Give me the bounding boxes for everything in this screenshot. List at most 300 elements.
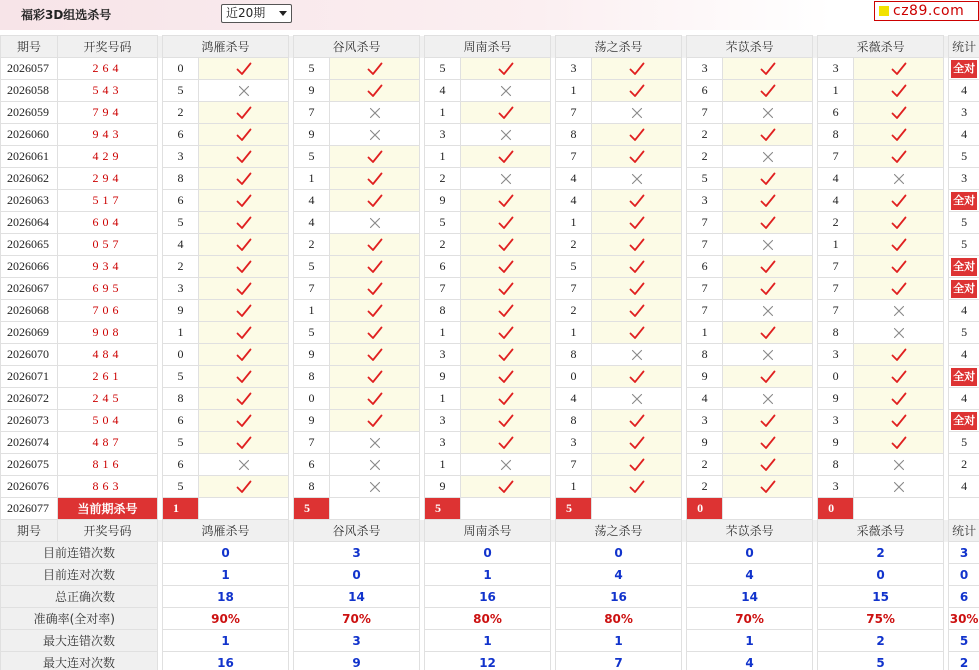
period-cell: 2026062 [1, 168, 58, 190]
period-cell: 2026058 [1, 80, 58, 102]
result-cell [330, 80, 420, 102]
kill-number-cell: 8 [556, 124, 592, 146]
check-mark-icon [723, 194, 812, 208]
result-cell [592, 146, 682, 168]
summary-value: 18 [163, 586, 289, 608]
result-cell [854, 322, 944, 344]
kill-number-cell: 6 [163, 454, 199, 476]
cross-mark-icon [330, 107, 419, 119]
result-cell [723, 102, 813, 124]
period-cell: 2026075 [1, 454, 58, 476]
check-mark-icon [723, 480, 812, 494]
col-header-expert: 采薇杀号 [818, 520, 944, 542]
draw-number-cell: 245 [58, 388, 158, 410]
result-cell [854, 124, 944, 146]
period-cell: 2026069 [1, 322, 58, 344]
check-mark-icon [199, 62, 288, 76]
kill-number-cell: 1 [818, 80, 854, 102]
cross-mark-icon [854, 305, 943, 317]
result-cell [854, 146, 944, 168]
result-cell [461, 366, 551, 388]
kill-number-cell: 7 [556, 102, 592, 124]
cross-mark-icon [461, 173, 550, 185]
result-cell [330, 58, 420, 80]
table-row [1, 58, 979, 80]
check-mark-icon [330, 84, 419, 98]
draw-number-cell: 517 [58, 190, 158, 212]
summary-label: 目前连错次数 [1, 542, 158, 564]
summary-value: 14 [687, 586, 813, 608]
cross-mark-icon [330, 217, 419, 229]
kill-number-cell: 9 [818, 388, 854, 410]
all-correct-badge: 全对 [951, 412, 977, 430]
check-mark-icon [592, 458, 681, 472]
check-mark-icon [854, 392, 943, 406]
result-cell [461, 454, 551, 476]
check-mark-icon [592, 414, 681, 428]
check-mark-icon [854, 238, 943, 252]
kill-number-cell: 2 [425, 234, 461, 256]
check-mark-icon [461, 480, 550, 494]
stat-cell: 5 [949, 146, 979, 168]
result-cell [461, 278, 551, 300]
kill-number-cell: 3 [818, 344, 854, 366]
cross-mark-icon [723, 239, 812, 251]
kill-number-cell: 4 [556, 190, 592, 212]
kill-number-cell: 8 [818, 322, 854, 344]
kill-number-cell: 4 [294, 212, 330, 234]
cross-mark-icon [199, 85, 288, 97]
kill-number-cell: 3 [818, 58, 854, 80]
result-cell [592, 432, 682, 454]
stat-cell: 3 [949, 168, 979, 190]
result-cell [592, 388, 682, 410]
result-cell [854, 454, 944, 476]
current-kill-number: 5 [556, 498, 592, 520]
result-cell [723, 300, 813, 322]
summary-label: 总正确次数 [1, 586, 158, 608]
result-cell [461, 322, 551, 344]
result-cell [592, 366, 682, 388]
result-cell [592, 190, 682, 212]
page-title: 福彩3D组选杀号 [21, 8, 112, 22]
table-row [1, 234, 979, 256]
cross-mark-icon [330, 129, 419, 141]
current-kill-label: 当前期杀号 [58, 498, 158, 520]
result-cell [854, 432, 944, 454]
result-cell [854, 344, 944, 366]
result-cell [723, 322, 813, 344]
cross-mark-icon [592, 349, 681, 361]
result-cell [854, 410, 944, 432]
col-header-expert: 采薇杀号 [818, 36, 944, 58]
period-cell: 2026076 [1, 476, 58, 498]
result-cell [723, 124, 813, 146]
result-cell [461, 388, 551, 410]
kill-number-cell: 5 [425, 58, 461, 80]
check-mark-icon [854, 216, 943, 230]
check-mark-icon [592, 304, 681, 318]
kill-number-cell: 2 [556, 300, 592, 322]
result-cell [461, 146, 551, 168]
check-mark-icon [592, 326, 681, 340]
cross-mark-icon [330, 459, 419, 471]
result-cell [854, 102, 944, 124]
summary-row [1, 542, 979, 564]
stat-cell [949, 256, 979, 278]
result-cell [592, 322, 682, 344]
table-row [1, 410, 979, 432]
col-header-stats: 统计 [949, 520, 979, 542]
check-mark-icon [461, 194, 550, 208]
kill-number-cell: 3 [556, 58, 592, 80]
period-cell: 2026064 [1, 212, 58, 234]
result-cell [199, 410, 289, 432]
check-mark-icon [199, 106, 288, 120]
kill-number-cell: 1 [425, 102, 461, 124]
result-cell [199, 168, 289, 190]
result-cell [592, 476, 682, 498]
kill-number-cell: 4 [294, 190, 330, 212]
kill-number-cell: 7 [818, 300, 854, 322]
all-correct-badge: 全对 [951, 60, 977, 78]
summary-value: 2 [818, 630, 944, 652]
summary-value: 16 [425, 586, 551, 608]
kill-number-cell: 3 [425, 124, 461, 146]
kill-number-cell: 8 [294, 366, 330, 388]
period-cell: 2026066 [1, 256, 58, 278]
period-cell: 2026057 [1, 58, 58, 80]
cross-mark-icon [461, 459, 550, 471]
draw-number-cell: 934 [58, 256, 158, 278]
kill-number-cell: 9 [294, 344, 330, 366]
result-cell [461, 102, 551, 124]
result-cell [592, 234, 682, 256]
result-cell [199, 278, 289, 300]
summary-value: 7 [556, 652, 682, 670]
result-cell [461, 256, 551, 278]
summary-value: 2 [818, 542, 944, 564]
check-mark-icon [461, 238, 550, 252]
cross-mark-icon [723, 349, 812, 361]
kill-number-cell: 1 [556, 476, 592, 498]
result-cell [592, 278, 682, 300]
stat-cell: 4 [949, 344, 979, 366]
draw-number-cell: 816 [58, 454, 158, 476]
result-cell [854, 234, 944, 256]
check-mark-icon [854, 106, 943, 120]
cross-mark-icon [199, 459, 288, 471]
col-header-expert: 周南杀号 [425, 36, 551, 58]
kill-number-cell: 3 [425, 410, 461, 432]
kill-number-cell: 6 [687, 256, 723, 278]
summary-value: 70% [687, 608, 813, 630]
empty-cell [723, 498, 813, 520]
check-mark-icon [330, 392, 419, 406]
kill-number-cell: 1 [687, 322, 723, 344]
all-correct-badge: 全对 [951, 258, 977, 276]
result-cell [330, 212, 420, 234]
summary-value: 80% [556, 608, 682, 630]
result-cell [592, 102, 682, 124]
kill-number-cell: 8 [163, 168, 199, 190]
cross-mark-icon [854, 459, 943, 471]
result-cell [461, 190, 551, 212]
summary-value: 0 [163, 542, 289, 564]
stat-cell [949, 410, 979, 432]
summary-value: 90% [163, 608, 289, 630]
draw-number-cell: 057 [58, 234, 158, 256]
kill-number-cell: 2 [163, 102, 199, 124]
kill-number-cell: 6 [687, 80, 723, 102]
result-cell [854, 366, 944, 388]
col-header-stats: 统计 [949, 36, 979, 58]
kill-number-cell: 8 [425, 300, 461, 322]
kill-number-cell: 2 [163, 256, 199, 278]
table-row [1, 190, 979, 212]
cross-mark-icon [723, 107, 812, 119]
kill-number-cell: 5 [163, 80, 199, 102]
col-header-expert: 鸿雁杀号 [163, 520, 289, 542]
check-mark-icon [199, 194, 288, 208]
table-row [1, 322, 979, 344]
check-mark-icon [199, 304, 288, 318]
kill-number-cell: 7 [687, 278, 723, 300]
check-mark-icon [199, 238, 288, 252]
top-bar [0, 0, 979, 30]
cross-mark-icon [854, 481, 943, 493]
summary-value: 1 [425, 564, 551, 586]
result-cell [461, 168, 551, 190]
period-cell: 2026072 [1, 388, 58, 410]
kill-number-cell: 3 [687, 190, 723, 212]
draw-number-cell: 261 [58, 366, 158, 388]
table-row [1, 124, 979, 146]
result-cell [723, 454, 813, 476]
check-mark-icon [461, 260, 550, 274]
check-mark-icon [199, 348, 288, 362]
summary-value: 9 [294, 652, 420, 670]
check-mark-icon [592, 282, 681, 296]
kill-number-cell: 9 [425, 476, 461, 498]
kill-number-cell: 5 [294, 322, 330, 344]
kill-number-cell: 2 [818, 212, 854, 234]
kill-number-cell: 3 [556, 432, 592, 454]
table-header-row [1, 36, 979, 58]
check-mark-icon [461, 150, 550, 164]
summary-value: 0 [818, 564, 944, 586]
cross-mark-icon [330, 437, 419, 449]
kill-number-cell: 0 [163, 344, 199, 366]
site-logo[interactable] [874, 1, 979, 21]
summary-value: 16 [163, 652, 289, 670]
summary-value: 15 [818, 586, 944, 608]
kill-number-cell: 9 [425, 366, 461, 388]
check-mark-icon [461, 370, 550, 384]
draw-number-cell: 908 [58, 322, 158, 344]
check-mark-icon [723, 172, 812, 186]
result-cell [723, 212, 813, 234]
result-cell [854, 278, 944, 300]
result-cell [854, 80, 944, 102]
result-cell [723, 366, 813, 388]
col-header-expert: 周南杀号 [425, 520, 551, 542]
result-cell [330, 410, 420, 432]
kill-number-cell: 5 [163, 366, 199, 388]
table-row [1, 212, 979, 234]
table-row [1, 476, 979, 498]
kill-number-cell: 5 [425, 212, 461, 234]
check-mark-icon [723, 62, 812, 76]
result-cell [330, 344, 420, 366]
draw-number-cell: 294 [58, 168, 158, 190]
current-kill-number: 0 [687, 498, 723, 520]
check-mark-icon [461, 282, 550, 296]
kill-number-cell: 7 [294, 102, 330, 124]
result-cell [854, 168, 944, 190]
kill-number-cell: 7 [818, 278, 854, 300]
kill-number-cell: 6 [163, 410, 199, 432]
result-cell [592, 212, 682, 234]
kill-number-cell: 9 [687, 432, 723, 454]
result-cell [330, 388, 420, 410]
result-cell [330, 322, 420, 344]
empty-cell [330, 498, 420, 520]
draw-number-cell: 863 [58, 476, 158, 498]
kill-number-cell: 9 [425, 190, 461, 212]
kill-number-cell: 5 [294, 58, 330, 80]
kill-number-cell: 3 [687, 410, 723, 432]
check-mark-icon [330, 260, 419, 274]
check-mark-icon [199, 370, 288, 384]
check-mark-icon [461, 62, 550, 76]
result-cell [330, 168, 420, 190]
kill-number-cell: 4 [687, 388, 723, 410]
check-mark-icon [854, 414, 943, 428]
kill-number-cell: 7 [294, 278, 330, 300]
check-mark-icon [723, 370, 812, 384]
summary-stat-value: 6 [949, 586, 979, 608]
kill-number-cell: 1 [294, 168, 330, 190]
check-mark-icon [723, 436, 812, 450]
kill-number-cell: 5 [294, 146, 330, 168]
result-cell [199, 58, 289, 80]
check-mark-icon [199, 414, 288, 428]
result-cell [461, 234, 551, 256]
result-cell [330, 102, 420, 124]
kill-number-cell: 6 [163, 190, 199, 212]
result-cell [330, 256, 420, 278]
result-cell [723, 410, 813, 432]
cross-mark-icon [723, 393, 812, 405]
result-cell [199, 432, 289, 454]
col-header-draw: 开奖号码 [58, 36, 158, 58]
draw-number-cell: 264 [58, 58, 158, 80]
check-mark-icon [461, 436, 550, 450]
result-cell [199, 322, 289, 344]
summary-value: 4 [556, 564, 682, 586]
result-cell [592, 58, 682, 80]
check-mark-icon [723, 458, 812, 472]
kill-number-cell: 8 [556, 410, 592, 432]
result-cell [199, 366, 289, 388]
result-cell [199, 454, 289, 476]
kill-number-cell: 1 [425, 146, 461, 168]
check-mark-icon [330, 282, 419, 296]
kill-number-cell: 2 [687, 476, 723, 498]
kill-number-cell: 0 [818, 366, 854, 388]
kill-number-cell: 5 [687, 168, 723, 190]
result-cell [592, 300, 682, 322]
stat-cell: 5 [949, 234, 979, 256]
summary-value: 12 [425, 652, 551, 670]
check-mark-icon [723, 216, 812, 230]
col-header-expert: 荡之杀号 [556, 36, 682, 58]
current-period-row [1, 498, 979, 520]
kill-number-cell: 2 [294, 234, 330, 256]
result-cell [330, 146, 420, 168]
check-mark-icon [199, 260, 288, 274]
check-mark-icon [723, 282, 812, 296]
check-mark-icon [854, 260, 943, 274]
stat-cell: 5 [949, 212, 979, 234]
check-mark-icon [199, 282, 288, 296]
logo-text: cz89.com [893, 3, 965, 19]
kill-number-cell: 1 [294, 300, 330, 322]
result-cell [461, 476, 551, 498]
check-mark-icon [592, 150, 681, 164]
kill-number-cell: 6 [294, 454, 330, 476]
kill-number-cell: 2 [687, 454, 723, 476]
summary-value: 1 [163, 564, 289, 586]
cross-mark-icon [461, 85, 550, 97]
check-mark-icon [592, 260, 681, 274]
result-cell [461, 344, 551, 366]
period-cell: 2026068 [1, 300, 58, 322]
stat-cell [949, 366, 979, 388]
result-cell [723, 58, 813, 80]
kill-number-cell: 7 [687, 102, 723, 124]
summary-label: 准确率(全对率) [1, 608, 158, 630]
result-cell [461, 300, 551, 322]
period-cell: 2026061 [1, 146, 58, 168]
kill-number-cell: 1 [425, 454, 461, 476]
kill-number-cell: 1 [556, 322, 592, 344]
result-cell [854, 58, 944, 80]
kill-number-cell: 3 [163, 146, 199, 168]
check-mark-icon [330, 370, 419, 384]
stat-cell: 5 [949, 322, 979, 344]
check-mark-icon [330, 304, 419, 318]
stat-cell: 2 [949, 454, 979, 476]
result-cell [199, 234, 289, 256]
kill-number-cell: 7 [556, 454, 592, 476]
draw-number-cell: 484 [58, 344, 158, 366]
cross-mark-icon [330, 481, 419, 493]
kill-number-cell: 7 [556, 146, 592, 168]
draw-number-cell: 504 [58, 410, 158, 432]
kill-number-cell: 8 [556, 344, 592, 366]
col-header-draw: 开奖号码 [58, 520, 158, 542]
period-range-select[interactable] [221, 4, 292, 23]
period-cell: 2026067 [1, 278, 58, 300]
empty-cell [592, 498, 682, 520]
check-mark-icon [330, 150, 419, 164]
check-mark-icon [723, 326, 812, 340]
check-mark-icon [723, 260, 812, 274]
kill-number-cell: 3 [425, 344, 461, 366]
kill-number-cell: 3 [425, 432, 461, 454]
